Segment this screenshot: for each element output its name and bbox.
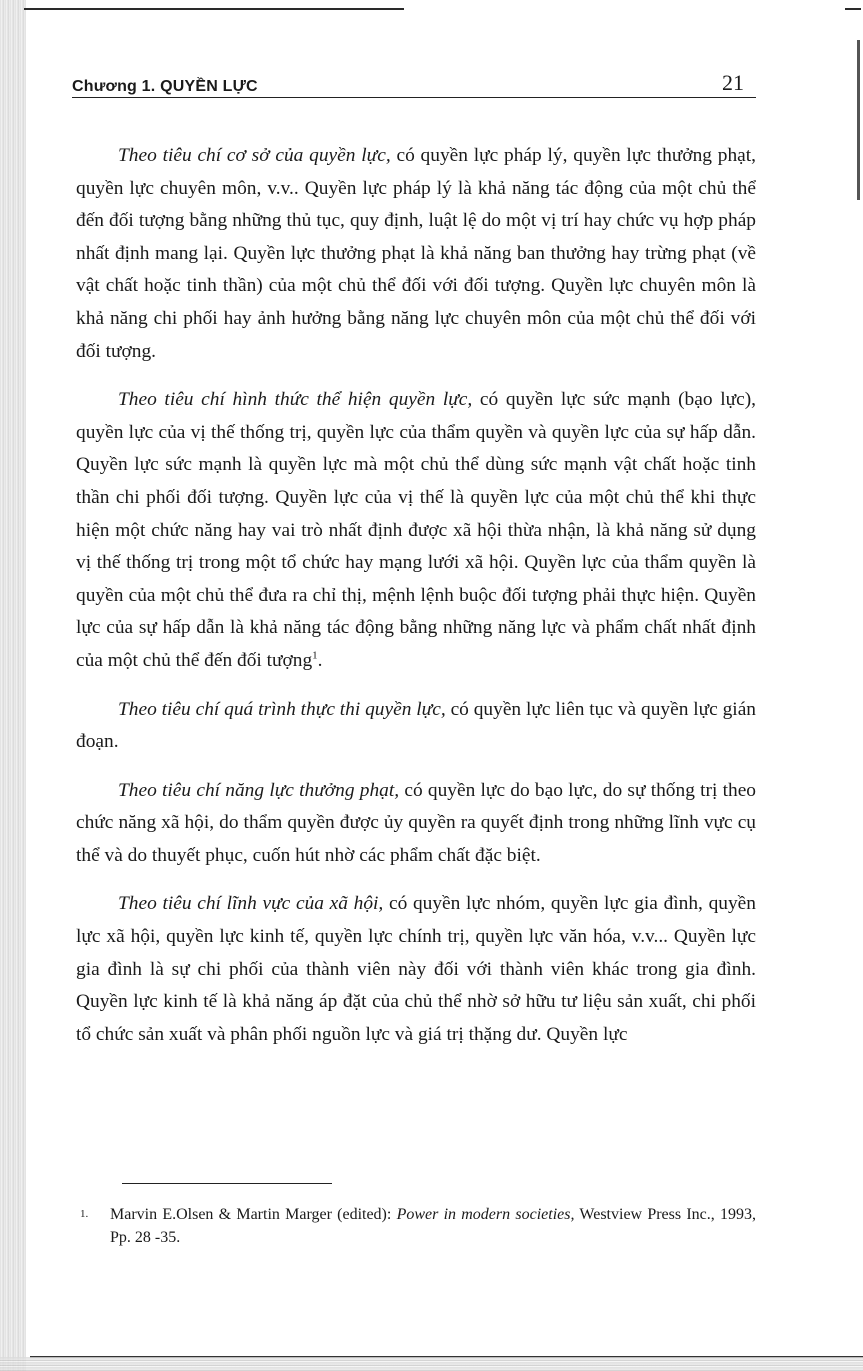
paragraph-lead: Theo tiêu chí lĩnh vực của xã hội,: [118, 893, 384, 915]
paragraph-legal-basis: [76, 140, 756, 368]
paragraph-execution-process: [76, 694, 756, 759]
footnote-prefix: Marvin E.Olsen & Martin Marger (edited):: [110, 1206, 397, 1223]
footnote-title: Power in modern societies,: [396, 1206, 575, 1223]
scan-edge-left: [0, 0, 26, 1371]
paragraph-reward-punishment: [76, 775, 756, 873]
paragraph-lead: Theo tiêu chí quá trình thực thi quyền lực,: [118, 698, 446, 720]
paragraph-tail: .: [317, 649, 323, 671]
header-rule: [72, 97, 756, 98]
paragraph-text: có quyền lực do bạo lực, do sự thống trị theo chức năng xã hội, do thẩm quyền được ủy quyền ra quyết định trong những lĩnh vực cụ thể và do thuyết phục, cuốn hút nhờ các phẩm chất đặc biệt.: [76, 779, 756, 866]
paragraph-text: có quyền lực sức mạnh (bạo lực), quyền lực của vị thế thống trị, quyền lực của thẩm quyền và quyền lực của sự hấp dẫn. Quyền lực sức mạnh là quyền lực mà một chủ thể dùng sức mạnh vật chất hoặc tinh thần chi phối đối tượng. Quyền lực của vị thế là quyền lực của một chủ thể khi thực hiện một chức năng hay vai trò nhất định được xã hội thừa nhận, là khả năng sử dụng vị thế thống trị trong một tổ chức hay mạng lưới xã hội. Quyền lực của thẩm quyền là quyền của một chủ thể đưa ra chỉ thị, mệnh lệnh buộc đối tượng phải thực hiện. Quyền lực của sự hấp dẫn là khả năng tác động bằng những năng lực và phẩm chất nhất định của một chủ thể đến đối tượng: [76, 389, 756, 671]
paragraph-lead: Theo tiêu chí năng lực thưởng phạt,: [118, 779, 400, 801]
paragraph-lead: Theo tiêu chí cơ sở của quyền lực,: [118, 145, 391, 166]
paragraph-text: có quyền lực nhóm, quyền lực gia đình, quyền lực xã hội, quyền lực kinh tế, quyền lực chính trị, quyền lực văn hóa, v.v... Quyền lực gia đình là sự chi phối của thành viên này đối với thành viên khác trong gia đình. Quyền lực kinh tế là khả năng áp đặt của chủ thể nhờ sở hữu tư liệu sản xuất, chi phối tổ chức sản xuất và phân phối nguồn lực và giá trị thặng dư. Quyền lực: [76, 893, 756, 1045]
chapter-header: Chương 1. QUYỀN LỰC: [72, 78, 258, 95]
page-number: 21: [722, 70, 744, 95]
paragraph-text: có quyền lực liên tục và quyền lực gián đoạn.: [76, 698, 757, 753]
footnote-text: [110, 1203, 756, 1249]
footnote-reference[interactable]: 1: [312, 649, 318, 662]
footnote: [80, 1203, 756, 1249]
footnote-suffix: Westview Press Inc., 1993, Pp. 28 -35.: [110, 1206, 757, 1246]
scan-edge-right: [857, 40, 860, 200]
scan-corner-mark: [845, 8, 861, 10]
paragraph-form-expression: [76, 384, 756, 677]
scan-top-rule: [24, 8, 404, 10]
scan-edge-bottom: [0, 1357, 863, 1371]
footnote-mark: 1.: [80, 1208, 89, 1220]
paragraph-text: có quyền lực pháp lý, quyền lực thưởng phạt, quyền lực chuyên môn, v.v.. Quyền lực pháp lý là khả năng tác động của một chủ thể đến đối tượng bằng những thủ tục, quy định, luật lệ do một vị trí hay chức vụ hợp pháp nhất định mang lại. Quyền lực thưởng phạt là khả năng ban thưởng hay trừng phạt (về vật chất hoặc tinh thần) của một chủ thể đối với đối tượng. Quyền lực chuyên môn là khả năng chi phối hay ảnh hưởng bằng năng lực chuyên môn của một chủ thể đối với đối tượng.: [76, 145, 756, 362]
page-body: [76, 140, 756, 1067]
paragraph-social-domain: [76, 888, 756, 1051]
paragraph-lead: Theo tiêu chí hình thức thể hiện quyền lực,: [118, 389, 473, 411]
footnote-separator: [122, 1183, 332, 1184]
